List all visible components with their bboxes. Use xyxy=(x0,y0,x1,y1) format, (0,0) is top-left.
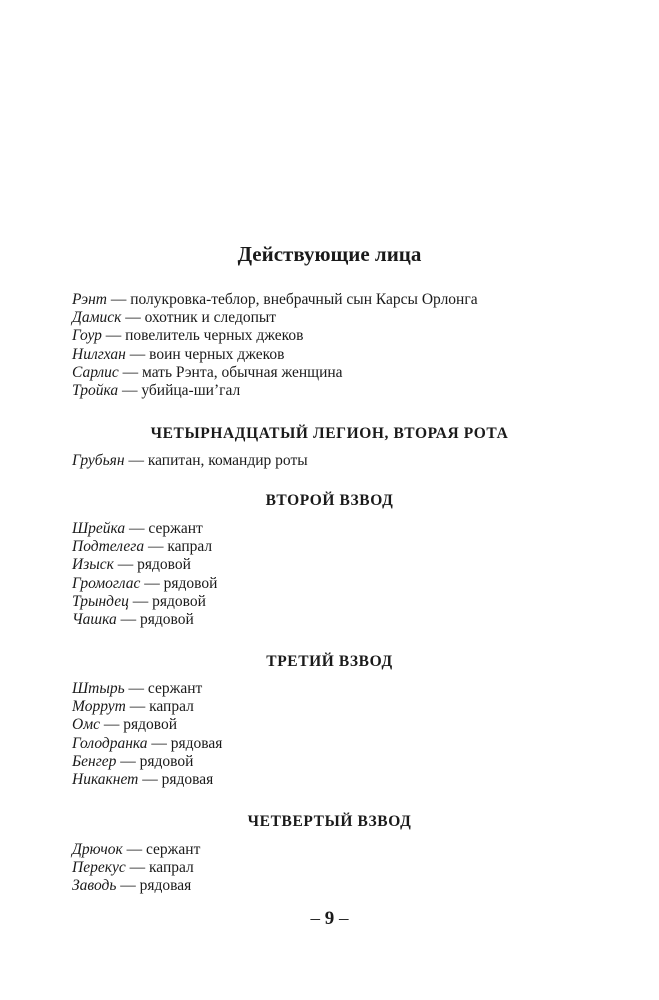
list-item xyxy=(72,877,612,895)
separator-dash: — xyxy=(105,327,122,345)
character-description: воин черных джеков xyxy=(149,345,285,363)
character-description: сержант xyxy=(147,680,203,697)
list-item xyxy=(72,841,612,859)
separator-dash: — xyxy=(120,611,137,629)
separator-dash: — xyxy=(147,538,164,556)
list-item xyxy=(72,753,612,771)
separator-dash: — xyxy=(132,592,149,610)
page-number-dash-right: – xyxy=(339,908,349,929)
separator-dash: — xyxy=(122,363,139,381)
character-description: полукровка-теблор, внебрачный сын Карсы Орлонга xyxy=(130,291,478,308)
list-item xyxy=(72,327,612,345)
section-heading-second-platoon: ВТОРОЙ ВЗВОД xyxy=(265,492,394,509)
list-item xyxy=(72,520,612,538)
list-item xyxy=(72,538,612,556)
page-title: Действующие лица xyxy=(237,242,422,266)
character-description: сержант xyxy=(145,841,201,858)
character-name: Бенгер xyxy=(72,752,117,770)
section-heading-legion: ЧЕТЫРНАДЦАТЫЙ ЛЕГИОН, ВТОРАЯ РОТА xyxy=(150,425,509,442)
list-item xyxy=(72,735,612,753)
character-name: Шрейка xyxy=(72,520,126,537)
character-name: Трындец xyxy=(72,592,129,610)
character-description: капрал xyxy=(149,698,194,716)
character-description: капитан, командир роты xyxy=(147,452,308,469)
list-item xyxy=(72,771,612,789)
character-description: рядовой xyxy=(123,716,177,734)
character-description: рядовая xyxy=(170,734,223,752)
character-description: рядовой xyxy=(152,592,206,610)
character-description: капрал xyxy=(148,859,194,877)
character-description: охотник и следопыт xyxy=(144,309,277,327)
list-item xyxy=(72,575,612,593)
character-name: Громоглас xyxy=(72,574,141,592)
separator-dash: — xyxy=(117,556,134,574)
list-item xyxy=(72,859,612,877)
character-name: Сарлис xyxy=(72,363,119,381)
character-description: мать Рэнта, обычная женщина xyxy=(142,363,343,381)
page-number-value: 9 xyxy=(324,908,335,929)
separator-dash: — xyxy=(103,716,120,734)
character-name: Гоур xyxy=(72,327,102,345)
page-number-dash-left: – xyxy=(310,908,320,929)
character-name: Чашка xyxy=(72,611,117,629)
character-name: Рэнт xyxy=(72,291,107,308)
list-item xyxy=(72,556,612,574)
page-number xyxy=(0,907,659,931)
separator-dash: — xyxy=(120,752,136,770)
section-heading-third-platoon: ТРЕТИЙ ВЗВОД xyxy=(266,653,393,670)
character-list-third-platoon xyxy=(72,680,612,789)
character-description: рядовой xyxy=(139,752,194,770)
list-item xyxy=(72,452,612,470)
character-name: Подтелега xyxy=(72,538,145,556)
list-item xyxy=(72,346,612,364)
separator-dash: — xyxy=(144,574,160,592)
character-description: рядовая xyxy=(161,771,214,789)
list-item xyxy=(72,309,612,327)
list-item xyxy=(72,716,612,734)
separator-dash: — xyxy=(125,309,141,327)
separator-dash: — xyxy=(151,734,167,752)
separator-dash: — xyxy=(129,859,146,877)
character-list-fourth-platoon xyxy=(72,841,612,896)
character-description: рядовой xyxy=(137,556,191,574)
section-heading-fourth-platoon: ЧЕТВЕРТЫЙ ВЗВОД xyxy=(247,813,412,830)
character-list-second-platoon xyxy=(72,520,612,629)
list-item xyxy=(72,291,612,309)
character-name: Моррут xyxy=(72,698,126,716)
character-description: сержант xyxy=(148,520,203,537)
character-description: повелитель черных джеков xyxy=(125,327,304,345)
list-item xyxy=(72,364,612,382)
separator-dash: — xyxy=(110,291,127,308)
character-name: Штырь xyxy=(72,680,125,697)
separator-dash: — xyxy=(121,382,138,400)
character-name: Дрючок xyxy=(72,841,123,858)
character-name: Нилгхан xyxy=(72,345,126,363)
separator-dash: — xyxy=(128,680,145,697)
separator-dash: — xyxy=(142,771,158,789)
character-description: рядовая xyxy=(139,877,192,895)
character-name: Заводь xyxy=(72,877,117,895)
list-item xyxy=(72,698,612,716)
character-description: рядовой xyxy=(163,574,218,592)
separator-dash: — xyxy=(126,841,143,858)
character-description: рядовой xyxy=(140,611,194,629)
list-item xyxy=(72,593,612,611)
character-name: Тройка xyxy=(72,382,119,400)
separator-dash: — xyxy=(129,520,145,537)
character-name: Изыск xyxy=(72,556,114,574)
separator-dash: — xyxy=(129,698,146,716)
character-name: Омс xyxy=(72,716,100,734)
separator-dash: — xyxy=(128,452,144,469)
character-name: Перекус xyxy=(72,859,126,877)
character-name: Дамиск xyxy=(72,309,122,327)
list-item xyxy=(72,680,612,698)
separator-dash: — xyxy=(129,345,146,363)
character-description: капрал xyxy=(167,538,213,556)
separator-dash: — xyxy=(120,877,136,895)
list-item xyxy=(72,611,612,629)
character-name: Грубьян xyxy=(72,452,125,469)
character-list-legion xyxy=(72,452,612,470)
character-name: Никакнет xyxy=(72,771,139,789)
character-description: убийца-ши’гал xyxy=(141,382,241,400)
character-name: Голодранка xyxy=(72,734,148,752)
list-item xyxy=(72,382,612,400)
character-list-main xyxy=(72,291,612,400)
